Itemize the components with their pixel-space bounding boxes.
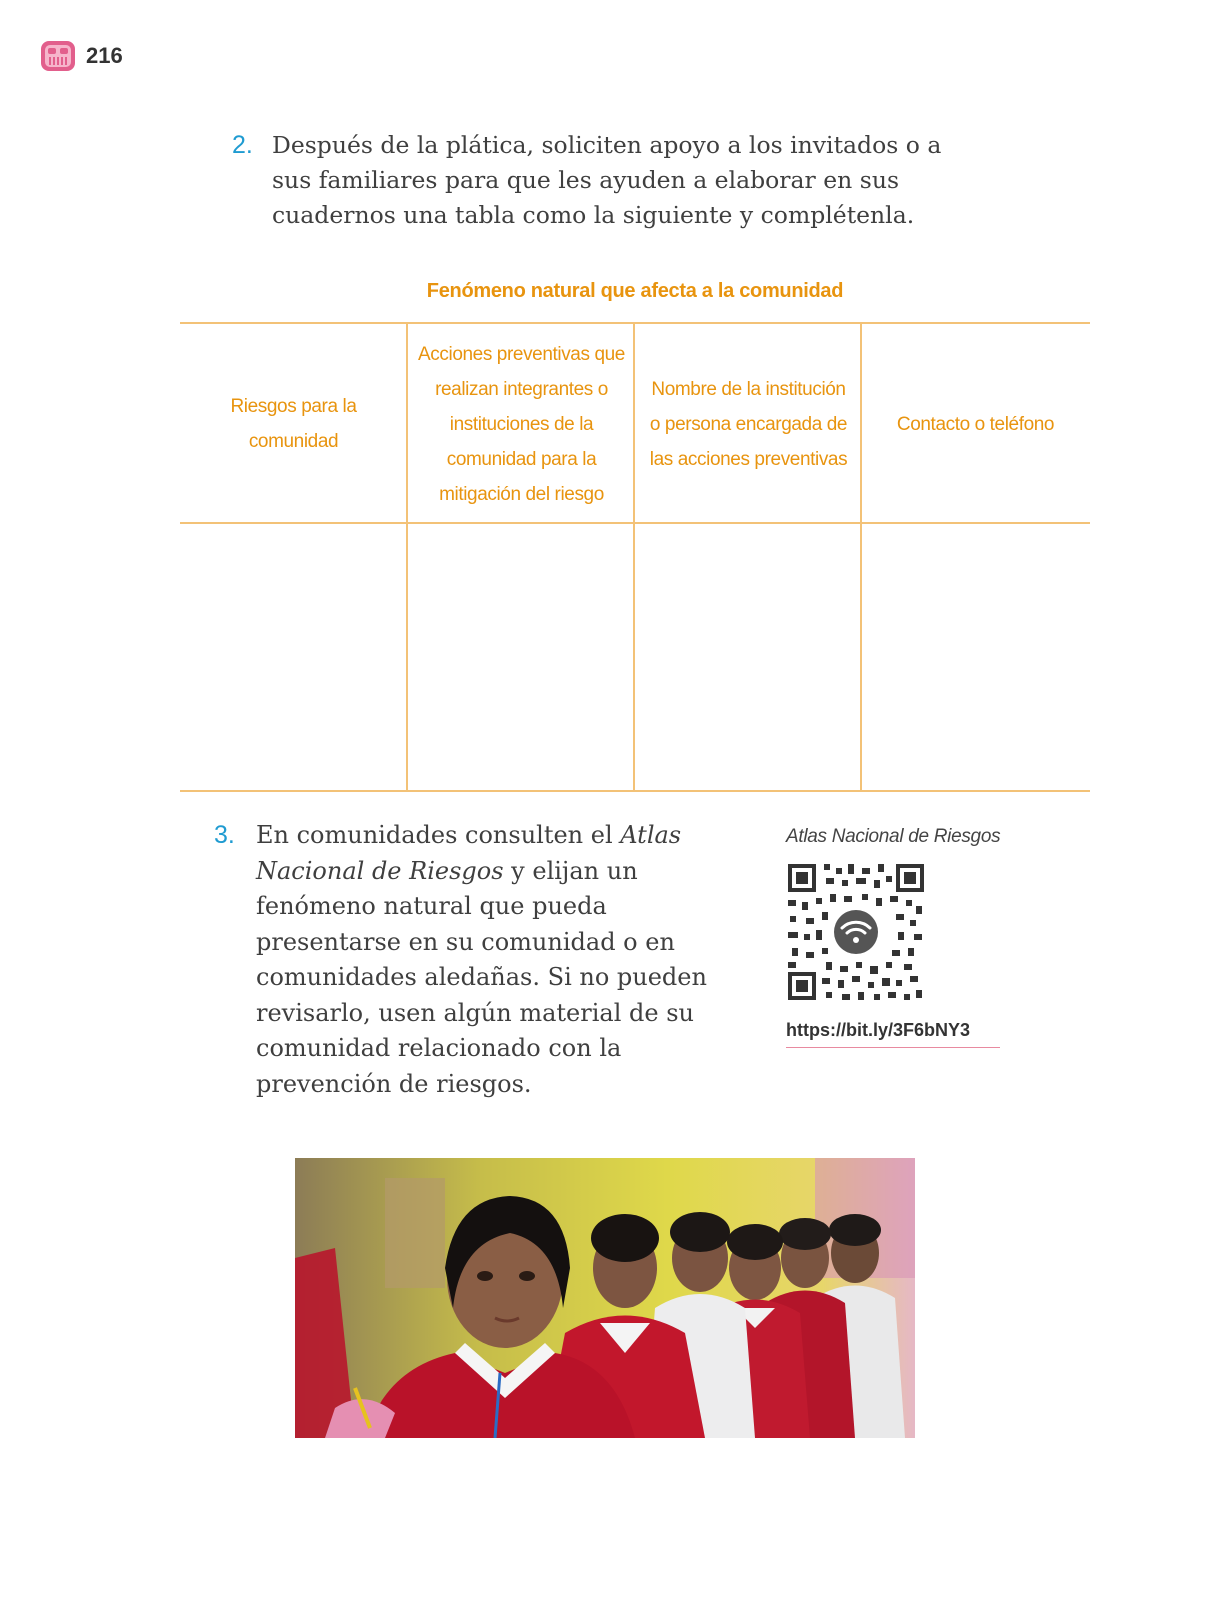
glyph-book-icon — [40, 38, 76, 74]
table-title: Fenómeno natural que afecta a la comunidad — [426, 280, 844, 302]
qr-link[interactable]: https://bit.ly/3F6bNY3 — [786, 1020, 1000, 1048]
risk-table — [180, 322, 1090, 792]
qr-title: Atlas Nacional de Riesgos — [786, 826, 1001, 847]
item-number: 2. — [232, 131, 253, 159]
qr-resource — [786, 826, 1006, 1048]
item-number: 3. — [214, 821, 235, 849]
column-header-contacto — [862, 324, 1089, 524]
item-text-part: y elijan un fenómeno natural que pueda presentarse en su comunidad o en comunidades aledañas. Si no pueden revisarlo, usen algún material de su comunidad relacionado con la prevención de riesgos. — [256, 856, 707, 1098]
item-text: Después de la plática, soliciten apoyo a los invitados o a sus familiares para que les ayuden a elaborar en sus cuadernos una tabla como la siguiente y complétenla. — [272, 131, 942, 229]
column-header-label: Acciones preventivas que realizan integrantes o instituciones de la comunidad para la mitigación del riesgo — [418, 343, 625, 505]
item-text — [256, 818, 734, 1102]
item-text-part: En comunidades consulten el — [256, 821, 621, 849]
instruction-item-3 — [214, 818, 734, 1102]
table-cell-empty — [408, 524, 635, 790]
page-number: 216 — [86, 43, 123, 68]
column-header-institucion — [635, 324, 862, 524]
qr-code[interactable] — [786, 862, 926, 1002]
students-in-red-uniforms-photo — [295, 1158, 915, 1438]
column-header-acciones — [408, 324, 635, 524]
table-rule-bottom — [180, 790, 1090, 792]
wifi-icon — [834, 910, 878, 954]
column-header-label: Riesgos para la comunidad — [230, 396, 357, 452]
column-header-label: Contacto o teléfono — [896, 413, 1055, 435]
page-header — [40, 38, 123, 74]
table-cell-empty — [862, 524, 1089, 790]
table-cell-empty — [180, 524, 407, 790]
column-header-riesgos — [180, 324, 407, 524]
column-header-label: Nombre de la institución o persona encargada de las acciones preventivas — [649, 378, 848, 470]
instruction-item-2 — [232, 128, 972, 233]
atlas-title-italic: Atlas Nacional de Riesgos — [256, 821, 682, 885]
table-cell-empty — [635, 524, 862, 790]
